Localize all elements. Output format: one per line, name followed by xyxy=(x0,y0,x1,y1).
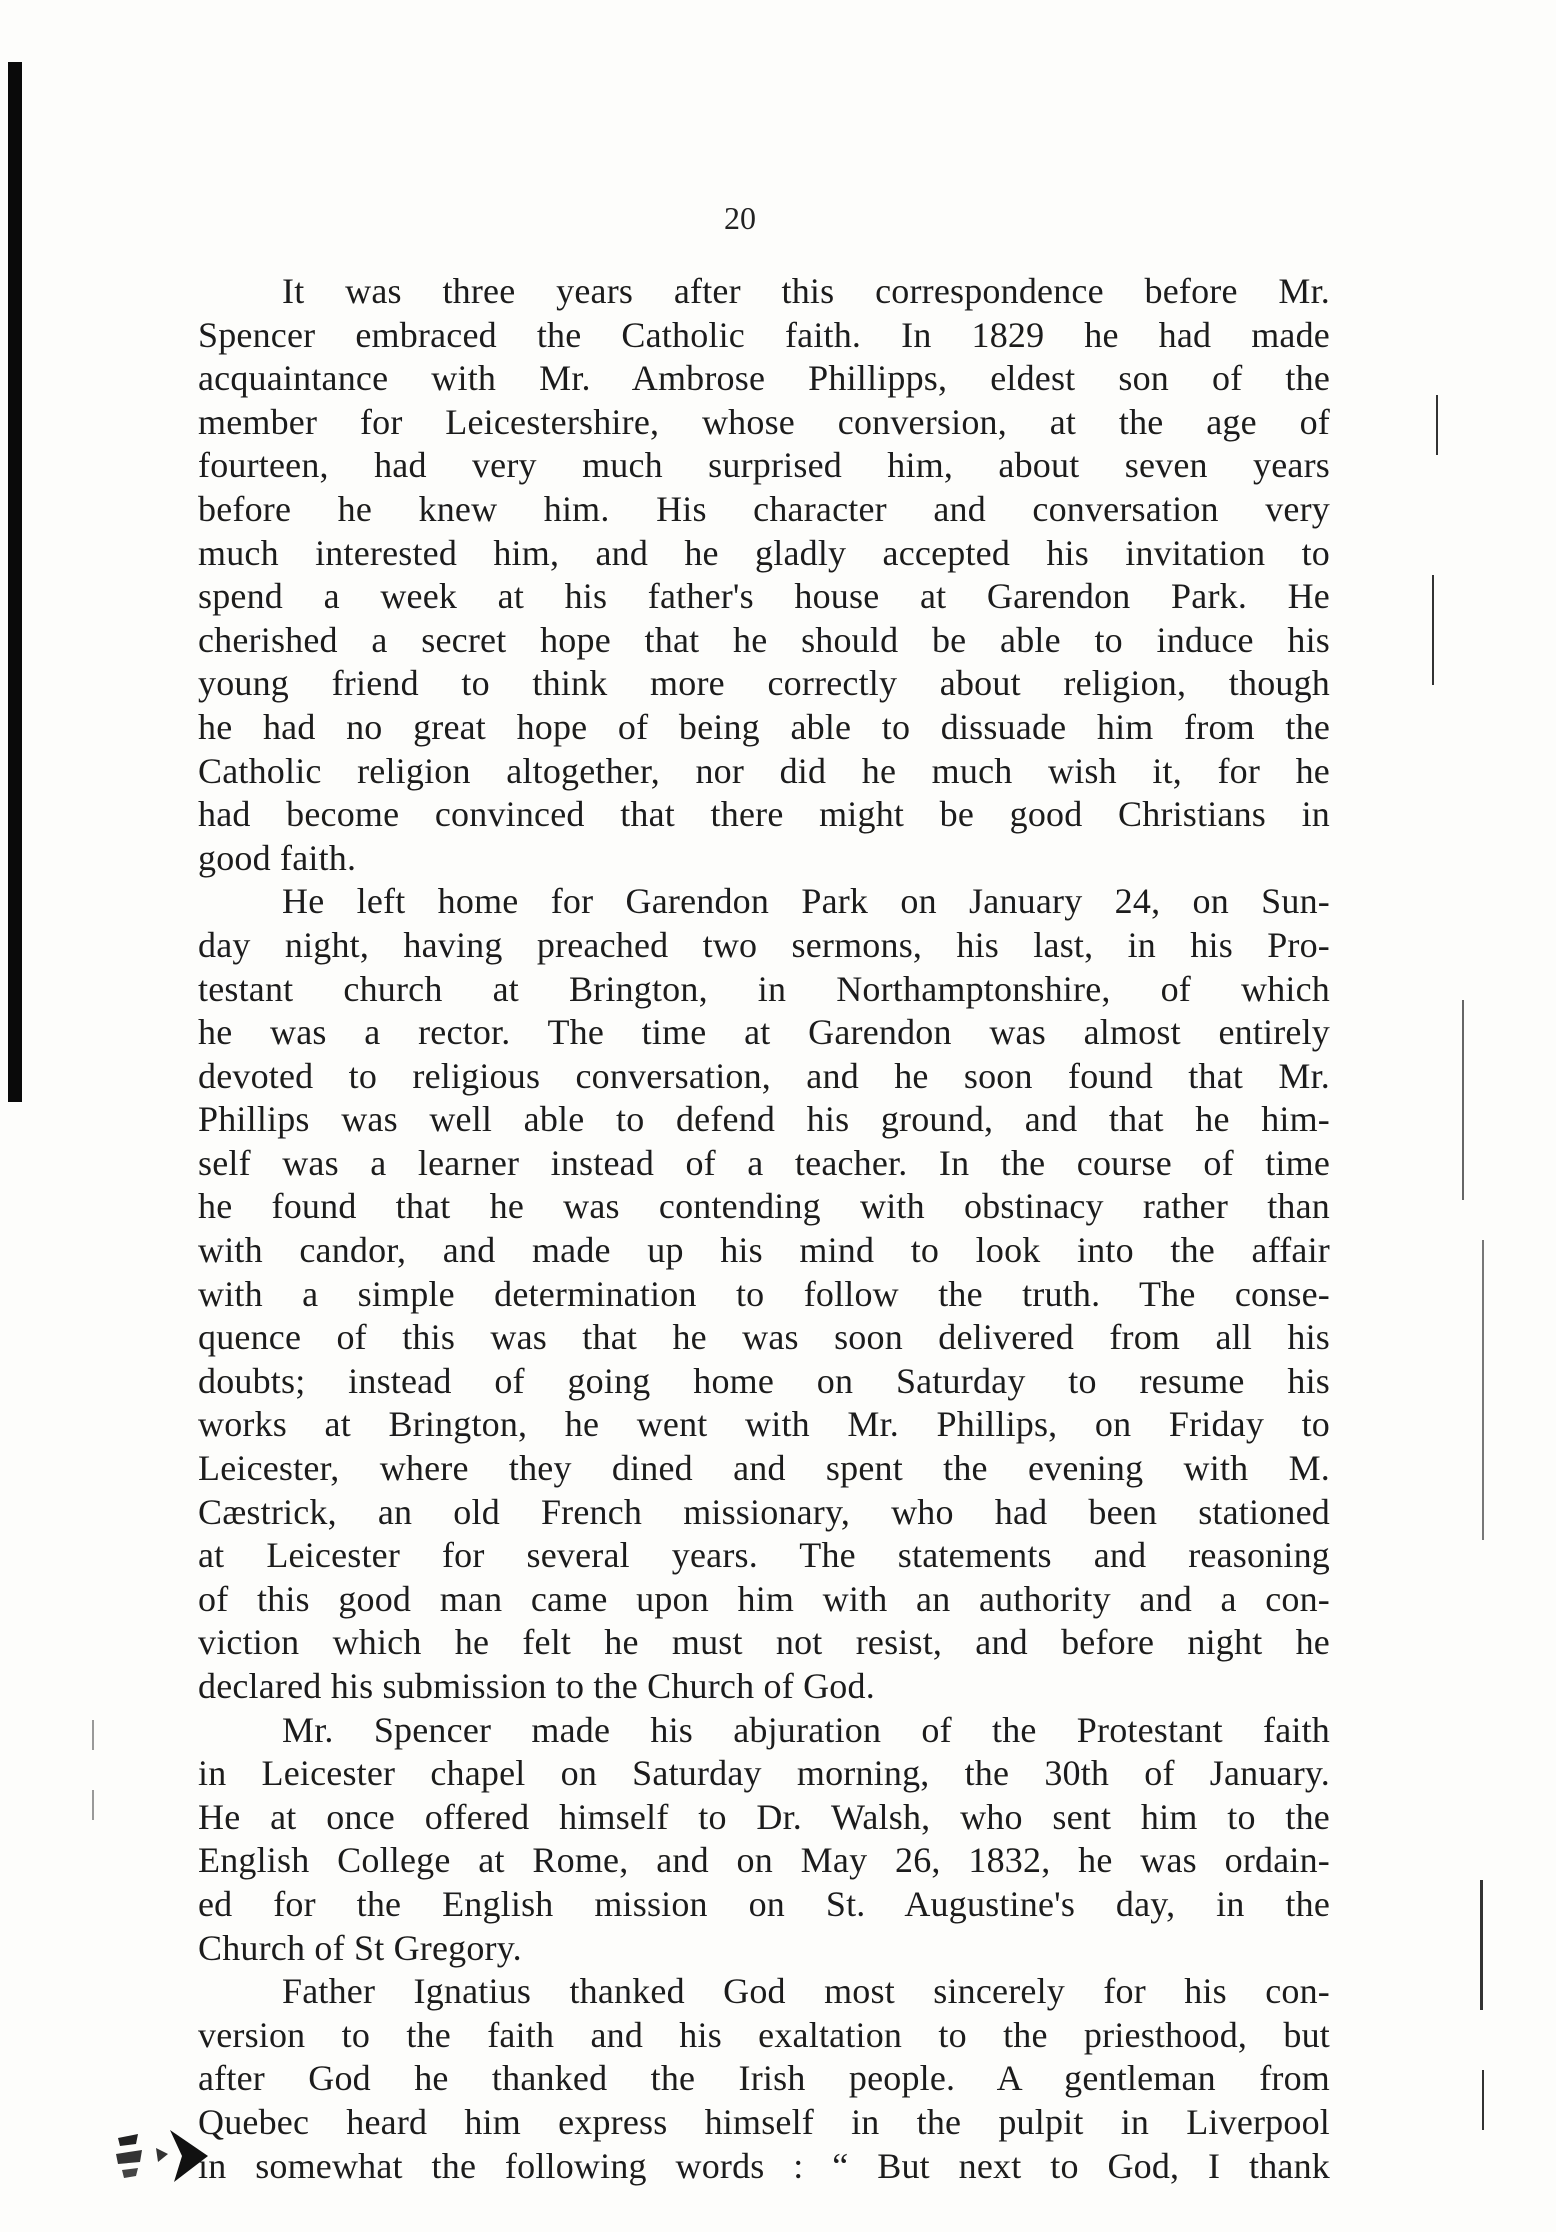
text-line: He at once offered himself to Dr. Walsh, who sent him to the xyxy=(198,1796,1330,1837)
text-line: after God he thanked the Irish people. A gentleman from xyxy=(198,2058,1330,2099)
text-line: with a simple determination to follow the truth. The conse- xyxy=(198,1273,1330,1314)
text-line: Cæstrick, an old French missionary, who had been stationed xyxy=(198,1491,1330,1532)
text-line: English College at Rome, and on May 26, 1832, he was ordain- xyxy=(198,1840,1330,1881)
text-line: day night, having preached two sermons, his last, in his Pro- xyxy=(198,924,1330,965)
paragraph-2 xyxy=(198,880,1330,1708)
text-line: acquaintance with Mr. Ambrose Phillipps, eldest son of the xyxy=(198,358,1330,399)
text-line: fourteen, had very much surprised him, about seven years xyxy=(198,445,1330,486)
scan-margin-mark xyxy=(1432,575,1434,685)
text-line: quence of this was that he was soon delivered from all his xyxy=(198,1317,1330,1358)
paragraph-3 xyxy=(198,1709,1330,1971)
text-line: viction which he felt he must not resist, and before night he xyxy=(198,1622,1330,1663)
text-line: member for Leicestershire, whose conversion, at the age of xyxy=(198,401,1330,442)
text-line: testant church at Brington, in Northamptonshire, of which xyxy=(198,968,1330,1009)
scan-margin-mark xyxy=(1462,1000,1464,1200)
text-line: of this good man came upon him with an authority and a con- xyxy=(198,1578,1330,1619)
text-line: self was a learner instead of a teacher. In the course of time xyxy=(198,1142,1330,1183)
text-line: Leicester, where they dined and spent the evening with M. xyxy=(198,1448,1330,1489)
text-line: Catholic religion altogether, nor did he much wish it, for he xyxy=(198,750,1330,791)
scan-margin-mark xyxy=(92,1790,94,1820)
text-line: works at Brington, he went with Mr. Phillips, on Friday to xyxy=(198,1404,1330,1445)
text-line: good faith. xyxy=(198,837,357,878)
body-text xyxy=(198,270,1330,2188)
scan-margin-mark xyxy=(1482,1240,1484,1540)
text-line: at Leicester for several years. The statements and reasoning xyxy=(198,1535,1330,1576)
text-line: he was a rector. The time at Garendon was almost entirely xyxy=(198,1012,1330,1053)
text-line: with candor, and made up his mind to look into the affair xyxy=(198,1230,1330,1271)
printer-ornament xyxy=(108,2120,218,2190)
scan-margin-mark xyxy=(1482,2070,1484,2130)
paragraph-4 xyxy=(198,1970,1330,2188)
scan-margin-mark xyxy=(1436,395,1438,455)
text-line: he found that he was contending with obstinacy rather than xyxy=(198,1186,1330,1227)
text-line: Mr. Spencer made his abjuration of the Protestant faith xyxy=(282,1709,1330,1750)
text-line: spend a week at his father's house at Garendon Park. He xyxy=(198,576,1330,617)
text-line: Quebec heard him express himself in the pulpit in Liverpool xyxy=(198,2101,1330,2142)
page-number: 20 xyxy=(724,200,756,236)
text-line: Spencer embraced the Catholic faith. In 1829 he had made xyxy=(198,314,1330,355)
text-line: doubts; instead of going home on Saturday to resume his xyxy=(198,1360,1330,1401)
paragraph-1 xyxy=(198,270,1330,880)
text-line: declared his submission to the Church of God. xyxy=(198,1666,875,1706)
text-line: Church of St Gregory. xyxy=(198,1927,522,1968)
text-line: version to the faith and his exaltation to the priesthood, but xyxy=(198,2014,1330,2055)
text-line: in somewhat the following words : “ But next to God, I thank xyxy=(198,2145,1330,2186)
text-line: cherished a secret hope that he should be able to induce his xyxy=(198,619,1330,660)
text-line: much interested him, and he gladly accepted his invitation to xyxy=(198,532,1330,573)
text-line: It was three years after this correspondence before Mr. xyxy=(282,271,1330,311)
text-line: Phillips was well able to defend his ground, and that he him- xyxy=(198,1099,1330,1140)
text-line: devoted to religious conversation, and he soon found that Mr. xyxy=(198,1055,1330,1096)
text-line: ed for the English mission on St. Augustine's day, in the xyxy=(198,1883,1330,1924)
scan-margin-mark xyxy=(1480,1880,1483,2010)
text-line: young friend to think more correctly about religion, though xyxy=(198,663,1330,704)
text-line: he had no great hope of being able to dissuade him from the xyxy=(198,706,1330,747)
text-line: in Leicester chapel on Saturday morning, the 30th of January. xyxy=(198,1753,1330,1794)
text-line: before he knew him. His character and conversation very xyxy=(198,488,1330,529)
text-line: He left home for Garendon Park on January 24, on Sun- xyxy=(282,881,1330,922)
text-line: Father Ignatius thanked God most sincerely for his con- xyxy=(282,1971,1330,2012)
scan-edge-shadow xyxy=(8,62,22,1102)
text-line: had become convinced that there might be good Christians in xyxy=(198,794,1330,835)
scan-margin-mark xyxy=(92,1720,94,1750)
